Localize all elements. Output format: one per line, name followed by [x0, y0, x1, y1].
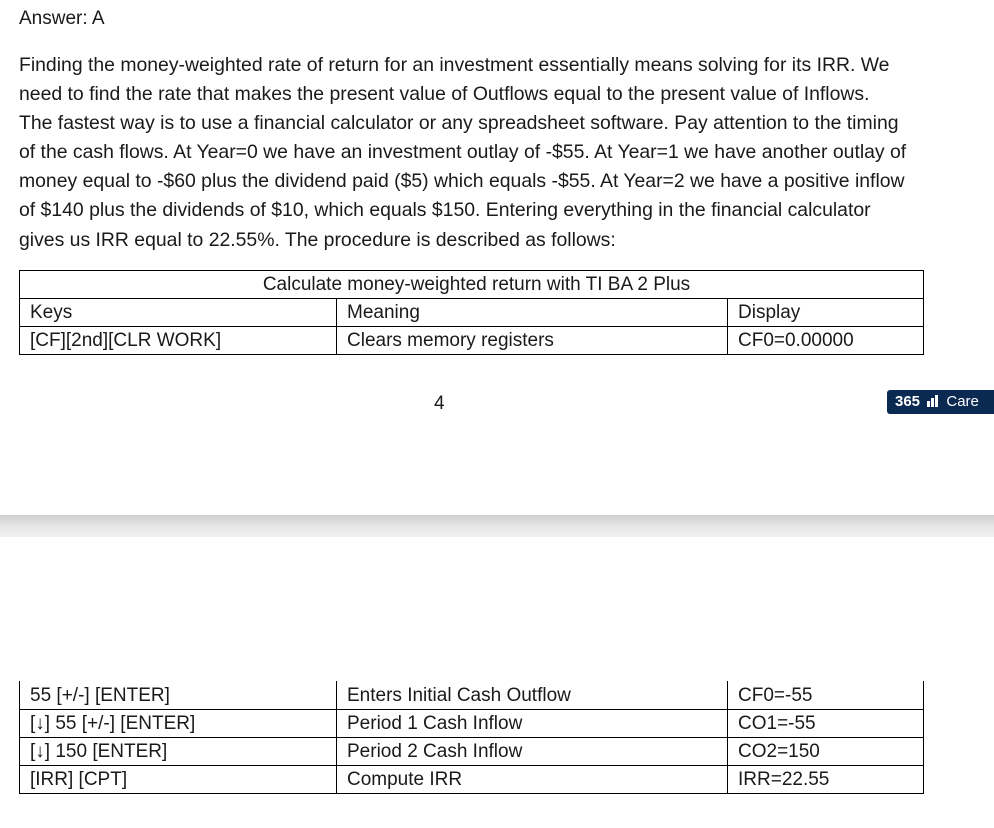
explanation-line: need to find the rate that makes the present value of Outflows equal to the present value of Inflows. — [19, 83, 870, 106]
meaning-cell: Compute IRR — [337, 766, 728, 794]
table-row — [20, 766, 924, 794]
display-cell: CO2=150 — [728, 738, 924, 766]
page-break-divider — [0, 515, 994, 537]
brand-number: 365 — [895, 393, 921, 410]
bar-chart-icon — [927, 391, 939, 415]
table-row — [20, 681, 924, 710]
explanation-line: money equal to -$60 plus the dividend paid ($5) which equals -$55. At Year=2 we have a positive inflow — [19, 170, 905, 193]
page-number: 4 — [434, 393, 445, 414]
explanation-paragraph — [19, 51, 959, 255]
display-cell: CF0=0.00000 — [728, 327, 924, 355]
brand-word: Care — [946, 393, 979, 410]
explanation-line: Finding the money-weighted rate of return for an investment essentially means solving for its IRR. We — [19, 54, 890, 76]
display-cell: CO1=-55 — [728, 710, 924, 738]
column-header-keys: Keys — [20, 299, 337, 327]
meaning-cell: Period 1 Cash Inflow — [337, 710, 728, 738]
column-header-display: Display — [728, 299, 924, 327]
calculator-steps-table-top — [19, 270, 924, 355]
display-cell: IRR=22.55 — [728, 766, 924, 794]
explanation-line: gives us IRR equal to 22.55%. The procedure is described as follows: — [19, 228, 616, 251]
table-caption: Calculate money-weighted return with TI BA 2 Plus — [20, 271, 924, 299]
meaning-cell: Clears memory registers — [337, 327, 728, 355]
explanation-line: The fastest way is to use a financial calculator or any spreadsheet software. Pay attention to the timing — [19, 112, 899, 135]
answer-line: Answer: A — [19, 8, 105, 29]
column-header-meaning: Meaning — [337, 299, 728, 327]
calculator-steps-table-bottom — [19, 681, 924, 794]
explanation-line: of $140 plus the dividends of $10, which equals $150. Entering everything in the financial calculator — [19, 199, 871, 222]
table-caption-row — [20, 271, 924, 299]
meaning-cell: Period 2 Cash Inflow — [337, 738, 728, 766]
keys-cell: [↓] 150 [ENTER] — [20, 738, 337, 766]
display-cell: CF0=-55 — [728, 681, 924, 710]
keys-cell: [CF][2nd][CLR WORK] — [20, 327, 337, 355]
keys-cell: 55 [+/-] [ENTER] — [20, 681, 337, 710]
meaning-cell: Enters Initial Cash Outflow — [337, 681, 728, 710]
table-header-row — [20, 299, 924, 327]
explanation-line: of the cash flows. At Year=0 we have an investment outlay of -$55. At Year=1 we have another outlay of — [19, 141, 907, 164]
table-row — [20, 327, 924, 355]
table-row — [20, 710, 924, 738]
table-row — [20, 738, 924, 766]
brand-logo — [887, 390, 994, 414]
keys-cell: [↓] 55 [+/-] [ENTER] — [20, 710, 337, 738]
keys-cell: [IRR] [CPT] — [20, 766, 337, 794]
